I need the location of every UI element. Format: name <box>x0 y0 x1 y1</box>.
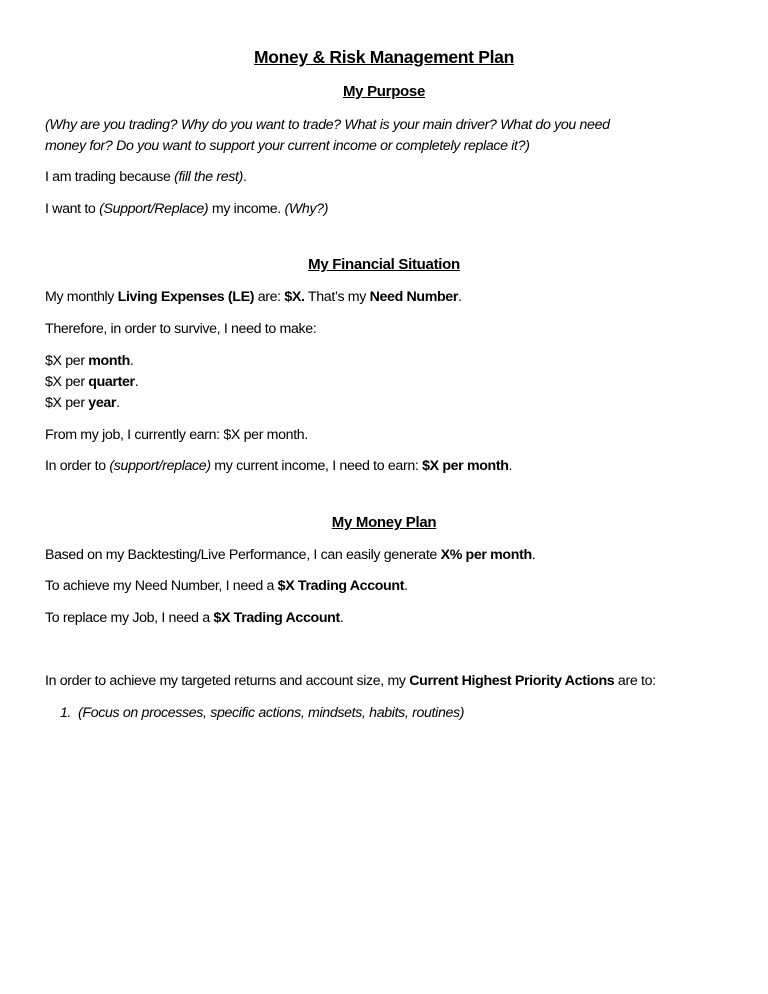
section-heading-money-plan: My Money Plan <box>331 514 437 531</box>
target-earn-line <box>45 456 512 476</box>
text: My monthly <box>45 289 118 305</box>
placeholder-text: (Support/Replace) <box>99 201 209 217</box>
text: I am trading because <box>45 169 175 185</box>
bold-text: $X per month <box>422 458 509 474</box>
text: . <box>134 374 139 390</box>
text: In order to achieve my targeted returns and account size, my <box>45 673 410 689</box>
bold-text: X% per month <box>440 547 532 563</box>
bold-text: month <box>88 353 130 369</box>
document-title: Money & Risk Management Plan <box>254 47 514 67</box>
text: . <box>242 169 247 185</box>
bold-text: Current Highest Priority Actions <box>409 673 615 689</box>
text: . <box>339 610 344 626</box>
priority-intro-line <box>45 671 656 691</box>
text: Based on my Backtesting/Live Performance, I can easily generate <box>45 547 441 563</box>
replace-account-line <box>45 608 343 628</box>
text: To achieve my Need Number, I need a <box>45 578 278 594</box>
section-heading-financial-situation: My Financial Situation <box>308 256 460 273</box>
text: . <box>531 547 536 563</box>
text: . <box>129 353 134 369</box>
text: I want to <box>45 201 100 217</box>
performance-line <box>45 545 535 565</box>
bold-text: year <box>88 395 117 411</box>
need-quarter-line <box>45 372 138 392</box>
bold-text: Living Expenses (LE) <box>117 289 255 305</box>
text: In order to <box>45 458 110 474</box>
priority-action-item <box>60 703 464 723</box>
bold-text: quarter <box>88 374 135 390</box>
text: . <box>116 395 120 411</box>
text: my income. <box>208 201 285 217</box>
placeholder-text: (support/replace) <box>109 458 211 474</box>
text: are to: <box>614 673 656 689</box>
want-to-line <box>45 199 328 219</box>
text: . <box>404 578 408 594</box>
placeholder-text: (Why?) <box>284 201 329 217</box>
bold-text: $X Trading Account <box>277 578 405 594</box>
section-heading-purpose: My Purpose <box>342 83 426 100</box>
text: . <box>458 289 462 305</box>
text: $X per <box>45 353 89 369</box>
bold-text: $X. <box>284 289 305 305</box>
list-number: 1. <box>60 705 72 721</box>
trading-because-line <box>45 167 247 187</box>
purpose-prompt-line-1: (Why are you trading? Why do you want to trade? What is your main driver? What do you need <box>45 117 610 133</box>
bold-text: Need Number <box>369 289 458 305</box>
job-earnings-line: From my job, I currently earn: $X per month. <box>45 427 308 443</box>
text: my current income, I need to earn: <box>210 458 423 474</box>
purpose-prompt-line-2: money for? Do you want to support your current income or completely replace it?) <box>45 138 530 154</box>
text: $X per <box>45 395 89 411</box>
need-account-line <box>45 576 408 596</box>
text: To replace my Job, I need a <box>45 610 214 626</box>
text: $X per <box>45 374 89 390</box>
living-expenses-line <box>45 287 462 307</box>
placeholder-text: (Focus on processes, specific actions, mindsets, habits, routines) <box>78 705 465 721</box>
text: That’s my <box>304 289 370 305</box>
need-month-line <box>45 351 133 371</box>
placeholder-text: (fill the rest) <box>174 169 243 185</box>
text: are: <box>254 289 285 305</box>
need-year-line <box>45 393 120 413</box>
bold-text: $X Trading Account <box>213 610 340 626</box>
text: . <box>508 458 513 474</box>
therefore-line: Therefore, in order to survive, I need to make: <box>45 321 317 337</box>
